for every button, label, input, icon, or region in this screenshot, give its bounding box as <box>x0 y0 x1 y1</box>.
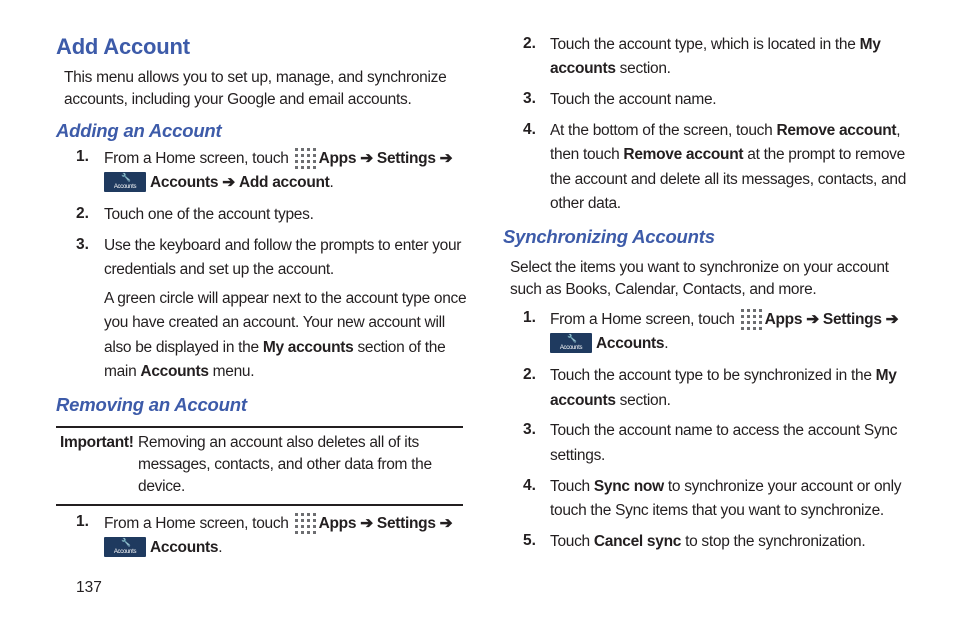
accounts-label: accounts <box>550 392 616 409</box>
sync-step2-line2 <box>550 390 671 412</box>
adding-step3-line1: Use the keyboard and follow the prompts to enter your <box>104 237 462 254</box>
text: section. <box>619 392 671 409</box>
remove-step2-line2 <box>550 58 671 80</box>
remove-step3: Touch the account name. <box>550 91 717 108</box>
add-account-label: Add account <box>238 174 330 191</box>
text: to synchronize your account or only <box>667 478 902 495</box>
my-accounts-label: My accounts <box>262 339 354 356</box>
step-number: 4. <box>523 477 536 494</box>
step-number: 1. <box>76 513 89 530</box>
settings-label: Settings <box>376 515 436 532</box>
step-text: From a Home screen, touch <box>104 150 289 167</box>
sync-step3-line1: Touch the account name to access the account Sync <box>550 422 898 439</box>
step-number: 3. <box>76 236 89 253</box>
accounts-label: accounts <box>550 60 616 77</box>
note-line-1: A green circle will appear next to the account type once <box>104 290 467 307</box>
important-label: Important! <box>60 434 134 451</box>
my-label: My <box>859 36 881 53</box>
section-heading-sync: Synchronizing Accounts <box>503 226 715 247</box>
text: to stop the synchronization. <box>685 533 866 550</box>
cancel-sync-label: Cancel sync <box>593 533 682 550</box>
accounts-wrench-icon: 🔧 Accounts <box>104 172 146 192</box>
step-text: From a Home screen, touch <box>104 515 289 532</box>
step-number: 2. <box>523 366 536 383</box>
text: Touch the account type, which is located in the <box>550 36 856 53</box>
arrow-icon: ➔ <box>439 515 453 532</box>
apps-label: Apps <box>318 150 357 167</box>
apps-label: Apps <box>318 515 357 532</box>
sync-intro-1: Select the items you want to synchronize on your account <box>510 259 889 276</box>
important-line-1: Removing an account also deletes all of its <box>138 434 419 451</box>
step-number: 1. <box>523 309 536 326</box>
my-label: My <box>875 367 897 384</box>
text: At the bottom of the screen, touch <box>550 122 773 139</box>
accounts-wrench-icon: 🔧 Accounts <box>104 537 146 557</box>
settings-label: Settings <box>376 150 436 167</box>
accounts-label: Accounts <box>596 335 665 352</box>
sync-step1-line2 <box>550 333 668 355</box>
intro-line-2: accounts, including your Google and email accounts. <box>64 91 412 108</box>
text: then touch <box>550 146 620 163</box>
arrow-icon: ➔ <box>360 515 373 532</box>
text: also be displayed in the <box>104 339 259 356</box>
sync-step3-line2: settings. <box>550 447 606 464</box>
important-line-3: device. <box>138 478 186 495</box>
remove-account-label: Remove account <box>776 122 897 139</box>
accounts-label: Accounts <box>140 363 209 380</box>
text: menu. <box>212 363 255 380</box>
removing-step1-line1 <box>104 512 452 535</box>
period: . <box>218 539 223 556</box>
divider-bottom <box>56 504 463 506</box>
text: Touch the account type to be synchronized in the <box>550 367 872 384</box>
step-number: 2. <box>76 205 89 222</box>
sync-step4-line1 <box>550 476 901 498</box>
remove-account-label: Remove account <box>623 146 744 163</box>
sync-now-label: Sync now <box>593 478 664 495</box>
period: . <box>664 335 669 352</box>
apps-grid-icon <box>294 147 316 169</box>
period: . <box>329 174 334 191</box>
text: Touch <box>550 533 590 550</box>
adding-step1-line1 <box>104 147 452 170</box>
comma: , <box>896 122 901 139</box>
arrow-icon: ➔ <box>439 150 453 167</box>
sync-step5 <box>550 531 865 553</box>
note-line-2: you have created an account. Your new account will <box>104 314 445 331</box>
remove-step4-line3: the account and delete all its messages, contacts, and <box>550 171 907 188</box>
accounts-wrench-icon: 🔧 Accounts <box>550 333 592 353</box>
text: Touch <box>550 478 590 495</box>
divider-top <box>56 426 463 428</box>
section-heading-removing: Removing an Account <box>56 394 247 415</box>
adding-step2: Touch one of the account types. <box>104 206 314 223</box>
remove-step4-line1 <box>550 120 900 142</box>
accounts-label: Accounts <box>150 539 219 556</box>
step-number: 3. <box>523 90 536 107</box>
section-heading-adding: Adding an Account <box>56 120 222 141</box>
page-title: Add Account <box>56 34 190 59</box>
arrow-icon: ➔ <box>885 311 899 328</box>
arrow-icon: ➔ <box>360 150 373 167</box>
remove-step4-line2 <box>550 144 905 166</box>
text: section of the <box>357 339 446 356</box>
intro-line-1: This menu allows you to set up, manage, and synchronize <box>64 69 447 86</box>
remove-step4-line4: other data. <box>550 195 621 212</box>
adding-step1-line2 <box>104 172 334 194</box>
arrow-icon: ➔ <box>222 174 235 191</box>
sync-step4-line2: touch the Sync items that you want to synchronize. <box>550 502 884 519</box>
apps-grid-icon <box>294 512 316 534</box>
step-number: 5. <box>523 532 536 549</box>
removing-step1-line2 <box>104 537 222 559</box>
step-text: From a Home screen, touch <box>550 311 735 328</box>
apps-label: Apps <box>764 311 803 328</box>
settings-label: Settings <box>822 311 882 328</box>
sync-step1-line1 <box>550 308 898 331</box>
text: main <box>104 363 137 380</box>
sync-step2-line1 <box>550 365 897 387</box>
accounts-label: Accounts <box>150 174 219 191</box>
step-number: 3. <box>523 421 536 438</box>
step-number: 2. <box>523 35 536 52</box>
text: at the prompt to remove <box>747 146 905 163</box>
text: section. <box>619 60 671 77</box>
note-line-3 <box>104 337 445 359</box>
important-line-2: messages, contacts, and other data from the <box>138 456 432 473</box>
step-number: 1. <box>76 148 89 165</box>
apps-grid-icon <box>740 308 762 330</box>
sync-intro-2: such as Books, Calendar, Contacts, and more. <box>510 281 817 298</box>
remove-step2-line1 <box>550 34 881 56</box>
arrow-icon: ➔ <box>806 311 819 328</box>
page-number: 137 <box>76 579 102 596</box>
note-line-4 <box>104 361 254 383</box>
adding-step3-line2: credentials and set up the account. <box>104 261 334 278</box>
step-number: 4. <box>523 121 536 138</box>
